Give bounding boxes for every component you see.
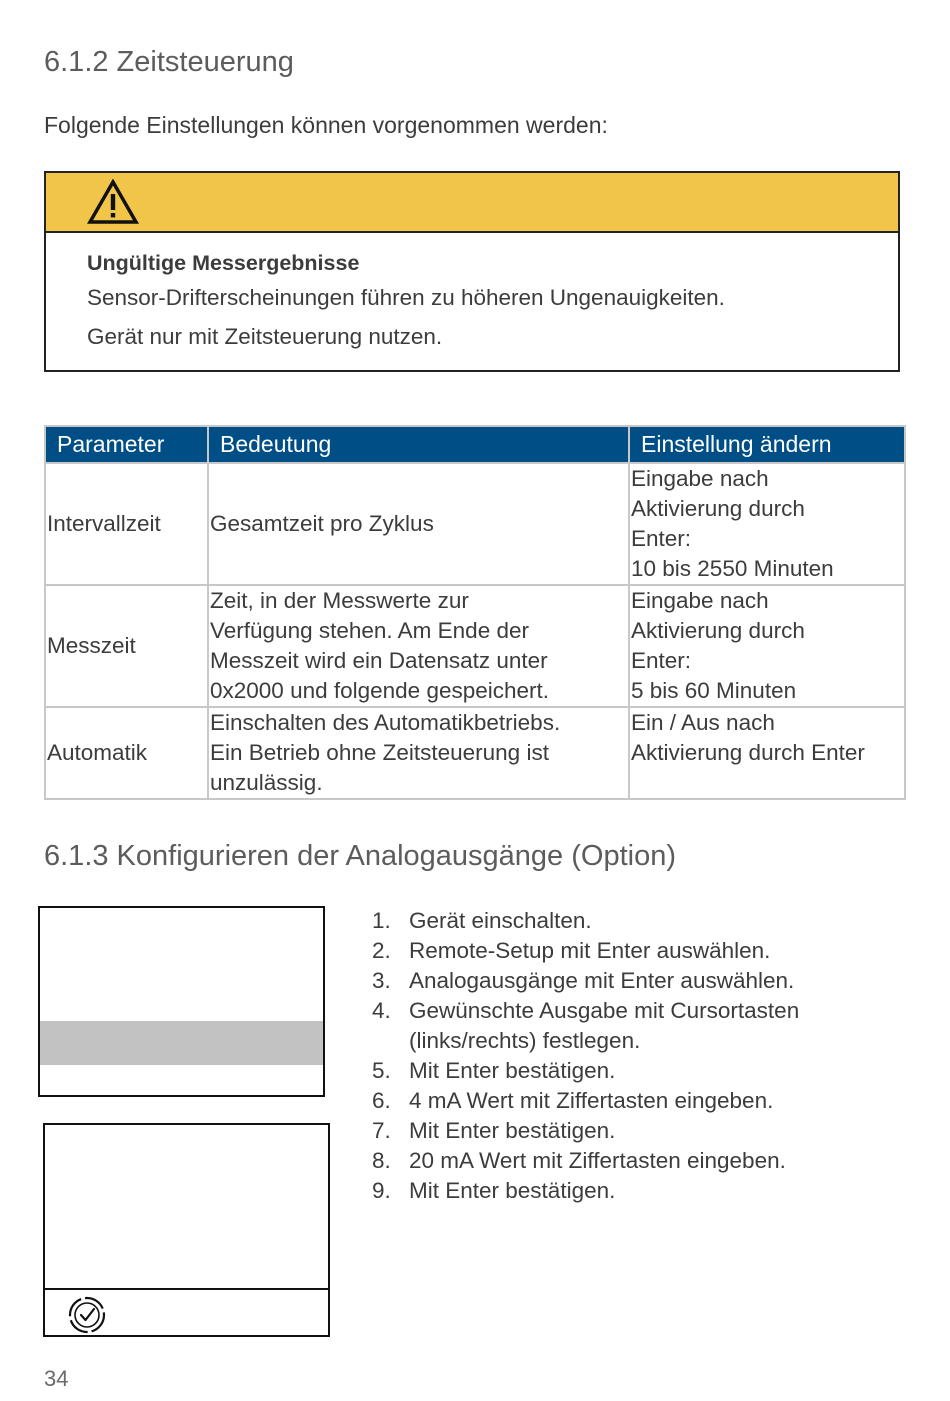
cell-line: Messzeit wird ein Datensatz unter [210, 648, 548, 673]
cell-line: Eingabe nach [631, 588, 769, 613]
page-number: 34 [44, 1366, 69, 1391]
step-number: 9. [372, 1178, 391, 1203]
step-text [409, 1116, 615, 1146]
cell-line: Aktivierung durch [631, 618, 805, 643]
step-line: 4 mA Wert mit Ziffertasten eingeben. [409, 1088, 774, 1113]
table-cell-einstellung [629, 707, 905, 799]
table-header-row [45, 426, 905, 463]
step-number: 6. [372, 1088, 391, 1113]
step-number: 3. [372, 968, 391, 993]
table-row [45, 463, 905, 585]
parameter-table [44, 425, 906, 800]
warning-header [46, 173, 898, 233]
section-title-analogausgaenge: 6.1.3 Konfigurieren der Analogausgänge (Option) [44, 840, 676, 872]
confirm-check-icon [67, 1295, 107, 1335]
screen-footer-divider [45, 1288, 328, 1290]
table-row [45, 707, 905, 799]
cell-line: Aktivierung durch Enter [631, 740, 865, 765]
section-title-zeitsteuerung: 6.1.2 Zeitsteuerung [44, 46, 294, 78]
step-line: 20 mA Wert mit Ziffertasten eingeben. [409, 1148, 786, 1173]
cell-line: Ein Betrieb ohne Zeitsteuerung ist [210, 740, 549, 765]
step-line: Remote-Setup mit Enter auswählen. [409, 938, 771, 963]
device-screen-confirm [43, 1123, 330, 1337]
table-header-parameter: Parameter [45, 426, 208, 463]
table-cell-einstellung [629, 585, 905, 707]
step-text [409, 966, 794, 996]
cell-line: unzulässig. [210, 770, 323, 795]
warning-box [44, 171, 900, 372]
list-item [372, 1146, 799, 1176]
cell-line: 0x2000 und folgende gespeichert. [210, 678, 550, 703]
step-number: 7. [372, 1118, 391, 1143]
list-item [372, 966, 799, 996]
cell-line: Aktivierung durch [631, 496, 805, 521]
cell-line: Gesamtzeit pro Zyklus [210, 511, 434, 536]
step-line: Mit Enter bestätigen. [409, 1178, 616, 1203]
cell-line: 5 bis 60 Minuten [631, 678, 797, 703]
warning-triangle-icon [87, 179, 139, 225]
table-header-einstellung: Einstellung ändern [629, 426, 905, 463]
warning-body [87, 251, 878, 363]
step-number: 4. [372, 998, 391, 1023]
step-text [409, 1146, 786, 1176]
step-line: Analogausgänge mit Enter auswählen. [409, 968, 795, 993]
cell-line: Enter: [631, 526, 692, 551]
warning-text-line-2: Gerät nur mit Zeitsteuerung nutzen. [87, 324, 443, 349]
step-number: 2. [372, 938, 391, 963]
cell-line: Einschalten des Automatikbetriebs. [210, 710, 561, 735]
step-text [409, 936, 770, 966]
cell-line: 10 bis 2550 Minuten [631, 556, 834, 581]
step-text [409, 1176, 615, 1206]
step-text [409, 1056, 615, 1086]
device-screen-menu [38, 906, 325, 1097]
cell-line: Verfügung stehen. Am Ende der [210, 618, 529, 643]
step-line: Gewünschte Ausgabe mit Cursortasten [409, 998, 800, 1023]
table-cell-parameter: Intervallzeit [45, 463, 208, 585]
list-item [372, 1176, 799, 1206]
step-number: 1. [372, 908, 391, 933]
list-item [372, 996, 799, 1056]
menu-selection-highlight [40, 1021, 323, 1065]
list-item [372, 906, 799, 936]
table-cell-einstellung [629, 463, 905, 585]
step-line: Mit Enter bestätigen. [409, 1118, 616, 1143]
step-line: Mit Enter bestätigen. [409, 1058, 616, 1083]
step-text [409, 996, 799, 1056]
list-item [372, 1116, 799, 1146]
table-cell-bedeutung [208, 585, 629, 707]
list-item [372, 1086, 799, 1116]
steps-list [372, 906, 799, 1206]
list-item [372, 1056, 799, 1086]
table-cell-parameter: Automatik [45, 707, 208, 799]
cell-line: Eingabe nach [631, 466, 769, 491]
cell-line: Ein / Aus nach [631, 710, 775, 735]
table-header-bedeutung: Bedeutung [208, 426, 629, 463]
table-cell-bedeutung [208, 463, 629, 585]
cell-line: Zeit, in der Messwerte zur [210, 588, 469, 613]
step-line: Gerät einschalten. [409, 908, 592, 933]
step-number: 8. [372, 1148, 391, 1173]
table-cell-bedeutung [208, 707, 629, 799]
step-line: (links/rechts) festlegen. [409, 1028, 641, 1053]
step-text [409, 1086, 773, 1116]
cell-line: Enter: [631, 648, 692, 673]
list-item [372, 936, 799, 966]
warning-heading: Ungültige Messergebnisse [87, 251, 360, 275]
step-number: 5. [372, 1058, 391, 1083]
table-cell-parameter: Messzeit [45, 585, 208, 707]
table-row [45, 585, 905, 707]
step-text [409, 906, 592, 936]
intro-text: Folgende Einstellungen können vorgenommen werden: [44, 112, 608, 138]
warning-text-line-1: Sensor-Drifterscheinungen führen zu höheren Ungenauigkeiten. [87, 285, 725, 310]
